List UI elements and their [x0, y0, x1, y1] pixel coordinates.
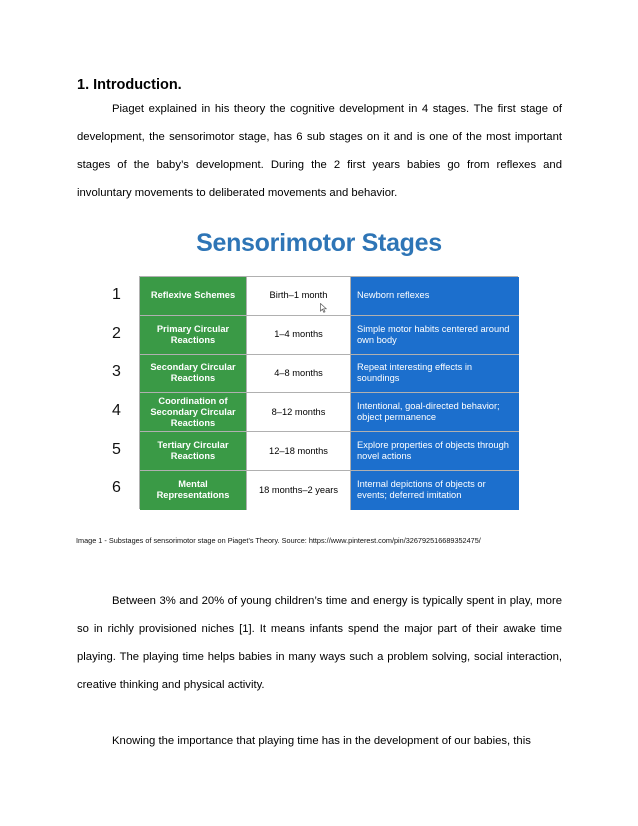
section-heading: 1. Introduction.: [77, 77, 182, 93]
stage-desc-cell: Newborn reflexes: [351, 277, 519, 316]
closing-paragraph: Knowing the importance that playing time has in the development of our babies, this: [112, 735, 531, 747]
stage-desc-cell: Intentional, goal-directed behavior; object permanence: [351, 393, 519, 432]
stage-name-cell: Mental Representations: [140, 471, 247, 510]
stage-desc-cell: Simple motor habits centered around own body: [351, 316, 519, 355]
stage-name-cell: Coordination of Secondary Circular Reactions: [140, 393, 247, 432]
stage-desc-cell: Internal depictions of objects or events; deferred imitation: [351, 471, 519, 510]
stage-age-cell: 4–8 months: [247, 355, 351, 394]
figure-caption: Image 1 - Substages of sensorimotor stage on Piaget’s Theory. Source: https://www.pinterest.com/pin/326792516689352475/: [76, 536, 481, 545]
stage-name-cell: Secondary Circular Reactions: [140, 355, 247, 394]
stage-number: 4: [112, 402, 121, 420]
stage-age-cell: 8–12 months: [247, 393, 351, 432]
figure-title: Sensorimotor Stages: [196, 229, 442, 257]
stage-number: 3: [112, 363, 121, 381]
cursor-icon: [320, 303, 327, 313]
stage-age-cell: 12–18 months: [247, 432, 351, 471]
play-paragraph: Between 3% and 20% of young children’s time and energy is typically spent in play, more so in richly provisioned niches [1]. It means infants spend the major part of their awake time playing. The playing time helps babies in many ways such a problem solving, social interaction, creative thinking and physical activity.: [77, 595, 562, 691]
stage-name-cell: Primary Circular Reactions: [140, 316, 247, 355]
stage-age-cell: Birth–1 month: [247, 277, 351, 316]
stage-name-cell: Tertiary Circular Reactions: [140, 432, 247, 471]
stage-age-cell: 1–4 months: [247, 316, 351, 355]
stage-age-cell: 18 months–2 years: [247, 471, 351, 510]
stage-number: 2: [112, 324, 121, 342]
stage-number: 5: [112, 440, 121, 458]
stage-desc-cell: Explore properties of objects through novel actions: [351, 432, 519, 471]
stage-number: 1: [112, 286, 121, 303]
stage-desc-cell: Repeat interesting effects in soundings: [351, 355, 519, 394]
stage-number: 6: [112, 479, 121, 497]
stages-table: [139, 276, 518, 509]
intro-paragraph: Piaget explained in his theory the cognitive development in 4 stages. The first stage of development, the sensorimotor stage, has 6 sub stages on it and is one of the most important stages of the baby’s development. During the 2 first years babies go from reflexes and involuntary movements to deliberated movements and behavior.: [77, 103, 562, 199]
stage-name-cell: Reflexive Schemes: [140, 277, 247, 316]
stage-numbers: [112, 276, 132, 508]
